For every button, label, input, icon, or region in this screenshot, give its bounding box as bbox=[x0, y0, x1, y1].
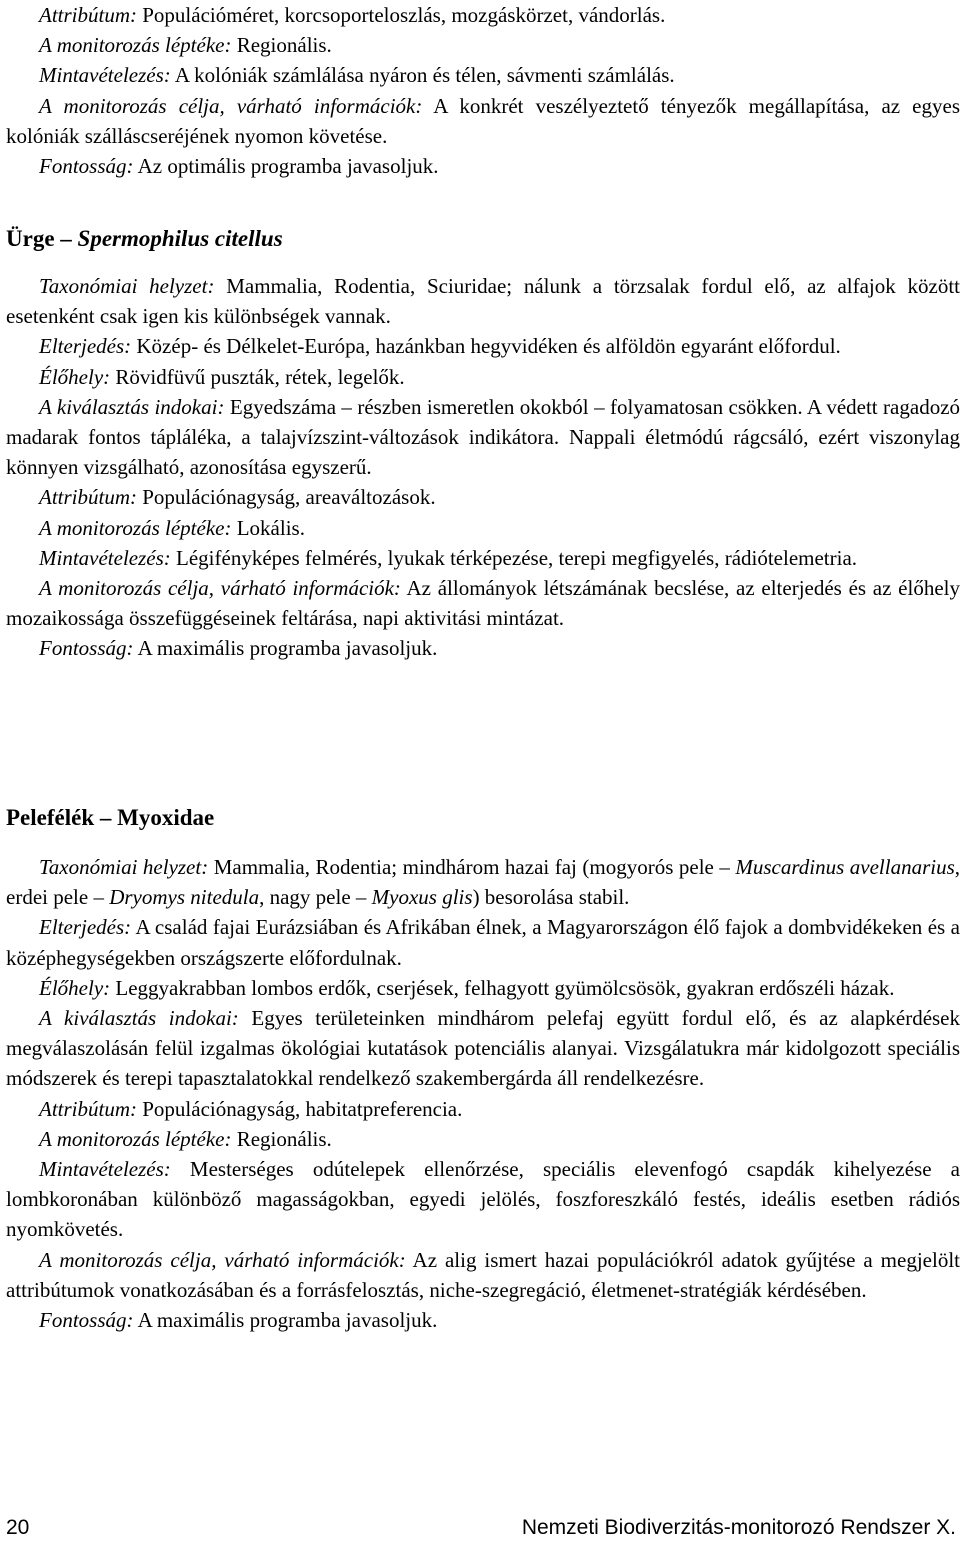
heading-common-name: Ürge bbox=[6, 226, 55, 251]
field-text: A maximális programba javasoljuk. bbox=[137, 636, 438, 661]
field-text: Az állományok létszámának becslése, az elterjedés és az élőhely mozaikossága összefüggéseinek feltárása, napi aktivitási mintázat. bbox=[6, 576, 960, 631]
species-name: Dryomys nitedula bbox=[109, 885, 260, 910]
field-text: A család fajai Eurázsiában és Afrikában élnek, a Magyarországon élő fajok a dombvidékeken és a középhegységekben országszerte előfordulnak. bbox=[6, 915, 960, 970]
attribute-paragraph bbox=[6, 1094, 960, 1124]
sampling-paragraph bbox=[6, 1154, 960, 1245]
goal-paragraph bbox=[6, 1245, 960, 1305]
field-text: Légifényképes felmérés, lyukak térképezése, terepi megfigyelés, rádiótelemetria. bbox=[176, 545, 858, 570]
field-text: Populációnagyság, habitatpreferencia. bbox=[142, 1096, 463, 1121]
field-text: Az alig ismert hazai populációkról adatok gyűjtése a megjelölt attribútumok vonatkozásában és a forrásfelosztás, niche-szegregáció, életmenet-stratégiák kérdésében. bbox=[6, 1247, 960, 1302]
field-text: Mammalia, Rodentia, Sciuridae; nálunk a törzsalak fordul elő, az alfajok között esetenként csak igen kis különbségek vannak. bbox=[6, 274, 960, 329]
field-label: Élőhely: bbox=[39, 364, 111, 389]
field-label: A monitorozás célja, várható információk: bbox=[39, 1247, 406, 1272]
importance-paragraph bbox=[6, 151, 960, 181]
field-text: Regionális. bbox=[236, 1126, 332, 1151]
reason-paragraph bbox=[6, 1003, 960, 1094]
section-heading-urge bbox=[6, 224, 960, 254]
taxonomy-paragraph bbox=[6, 852, 960, 912]
field-text: , nagy pele – bbox=[259, 885, 372, 910]
field-label: A monitorozás léptéke: bbox=[39, 515, 232, 540]
field-label: A monitorozás léptéke: bbox=[39, 1126, 232, 1151]
goal-paragraph bbox=[6, 573, 960, 633]
scale-paragraph bbox=[6, 1124, 960, 1154]
page-number: 20 bbox=[6, 1516, 30, 1539]
field-label: A kiválasztás indokai: bbox=[39, 394, 225, 419]
taxonomy-paragraph bbox=[6, 271, 960, 331]
goal-paragraph bbox=[6, 91, 960, 151]
field-text: Egyes területeinken mindhárom pelefaj együtt fordul elő, és az alapkérdések megválaszolásán felül izgalmas ökológiai kutatások potenciális alanyai. Vizsgálatukra már kidolgozott speciális módszerek és terepi tapasztalatokkal rendelkező szakembergárda áll rendelkezésre. bbox=[6, 1006, 960, 1091]
field-text: Egyedszáma – részben ismeretlen okokból – folyamatosan csökken. A védett ragadozó madarak fontos tápláléka, a talajvízszint-változások indikátora. Nappali életmódú rágcsáló, ezért viszonylag könnyen vizsgálható, azonosítása egyszerű. bbox=[6, 394, 960, 480]
field-text: , erdei pele – bbox=[6, 855, 960, 910]
field-label: Fontosság: bbox=[39, 636, 134, 661]
field-text: Az optimális programba javasoljuk. bbox=[137, 154, 439, 179]
field-text: Lokális. bbox=[236, 515, 305, 540]
field-label: Taxonómiai helyzet: bbox=[39, 855, 209, 879]
importance-paragraph bbox=[6, 1305, 960, 1335]
pele-heading-container bbox=[6, 803, 960, 833]
field-label: A monitorozás célja, várható információk: bbox=[39, 576, 401, 601]
field-label: Taxonómiai helyzet: bbox=[39, 274, 215, 298]
attribute-paragraph bbox=[6, 0, 960, 30]
field-text: A maximális programba javasoljuk. bbox=[137, 1308, 438, 1333]
urge-section bbox=[6, 271, 960, 664]
publication-title: Nemzeti Biodiverzitás-monitorozó Rendszer X. bbox=[521, 1516, 956, 1539]
field-label: Elterjedés: bbox=[39, 334, 132, 359]
field-label: A monitorozás célja, várható információk: bbox=[39, 93, 423, 118]
heading-dash: – bbox=[94, 805, 118, 830]
habitat-paragraph bbox=[6, 362, 960, 392]
field-label: Attribútum: bbox=[39, 1096, 137, 1121]
pele-section bbox=[6, 852, 960, 1335]
heading-scientific-name: Spermophilus citellus bbox=[77, 226, 283, 251]
species-name: Myoxus glis bbox=[371, 885, 473, 910]
sampling-paragraph bbox=[6, 60, 960, 90]
field-text: Mammalia, Rodentia; mindhárom hazai faj (mogyorós pele – bbox=[213, 855, 736, 879]
attribute-paragraph bbox=[6, 482, 960, 512]
field-label: Mintavételezés: bbox=[39, 63, 171, 88]
section-heading-pele bbox=[6, 803, 960, 833]
importance-paragraph bbox=[6, 633, 960, 663]
field-text: Közép- és Délkelet-Európa, hazánkban hegyvidéken és alföldön egyaránt előfordul. bbox=[136, 334, 841, 359]
scale-paragraph bbox=[6, 513, 960, 543]
species-name: Muscardinus avellanarius bbox=[735, 855, 955, 879]
page-footer bbox=[6, 1513, 956, 1543]
field-text: A kolóniák számlálása nyáron és télen, sávmenti számlálás. bbox=[174, 63, 675, 88]
field-label: Attribútum: bbox=[39, 3, 137, 27]
scale-paragraph bbox=[6, 30, 960, 60]
field-text: ) besorolása stabil. bbox=[472, 885, 630, 910]
field-label: Fontosság: bbox=[39, 154, 134, 179]
field-label: A kiválasztás indokai: bbox=[39, 1006, 239, 1031]
heading-common-name: Pelefélék bbox=[6, 805, 95, 830]
field-text: Populációnagyság, areaváltozások. bbox=[142, 485, 436, 510]
field-text: Rövidfüvű puszták, rétek, legelők. bbox=[115, 364, 405, 389]
field-text: Regionális. bbox=[236, 33, 332, 58]
field-label: Attribútum: bbox=[39, 485, 137, 510]
reason-paragraph bbox=[6, 392, 960, 483]
distribution-paragraph bbox=[6, 912, 960, 972]
sampling-paragraph bbox=[6, 543, 960, 573]
field-label: Mintavételezés: bbox=[39, 1157, 171, 1182]
previous-species-section bbox=[6, 0, 960, 181]
field-label: A monitorozás léptéke: bbox=[39, 33, 232, 58]
heading-dash: – bbox=[54, 226, 78, 251]
field-label: Fontosság: bbox=[39, 1308, 134, 1333]
urge-heading-container bbox=[6, 224, 960, 254]
field-label: Élőhely: bbox=[39, 975, 111, 1000]
field-label: Mintavételezés: bbox=[39, 545, 171, 570]
heading-family-name: Myoxidae bbox=[117, 805, 215, 830]
field-label: Elterjedés: bbox=[39, 915, 132, 940]
field-text: A konkrét veszélyeztető tényezők megállapítása, az egyes kolóniák szálláscseréjének nyomon követése. bbox=[6, 93, 960, 148]
field-text: Populációméret, korcsoporteloszlás, mozgáskörzet, vándorlás. bbox=[142, 3, 666, 27]
distribution-paragraph bbox=[6, 331, 960, 361]
field-text: Leggyakrabban lombos erdők, cserjések, felhagyott gyümölcsösök, gyakran erdőszéli házak. bbox=[115, 975, 895, 1000]
habitat-paragraph bbox=[6, 973, 960, 1003]
field-text: Mesterséges odútelepek ellenőrzése, speciális elevenfogó csapdák kihelyezése a lombkoronában különböző magasságokban, egyedi jelölés, foszforeszkáló festés, ideális esetben rádiós nyomkövetés. bbox=[6, 1157, 960, 1242]
